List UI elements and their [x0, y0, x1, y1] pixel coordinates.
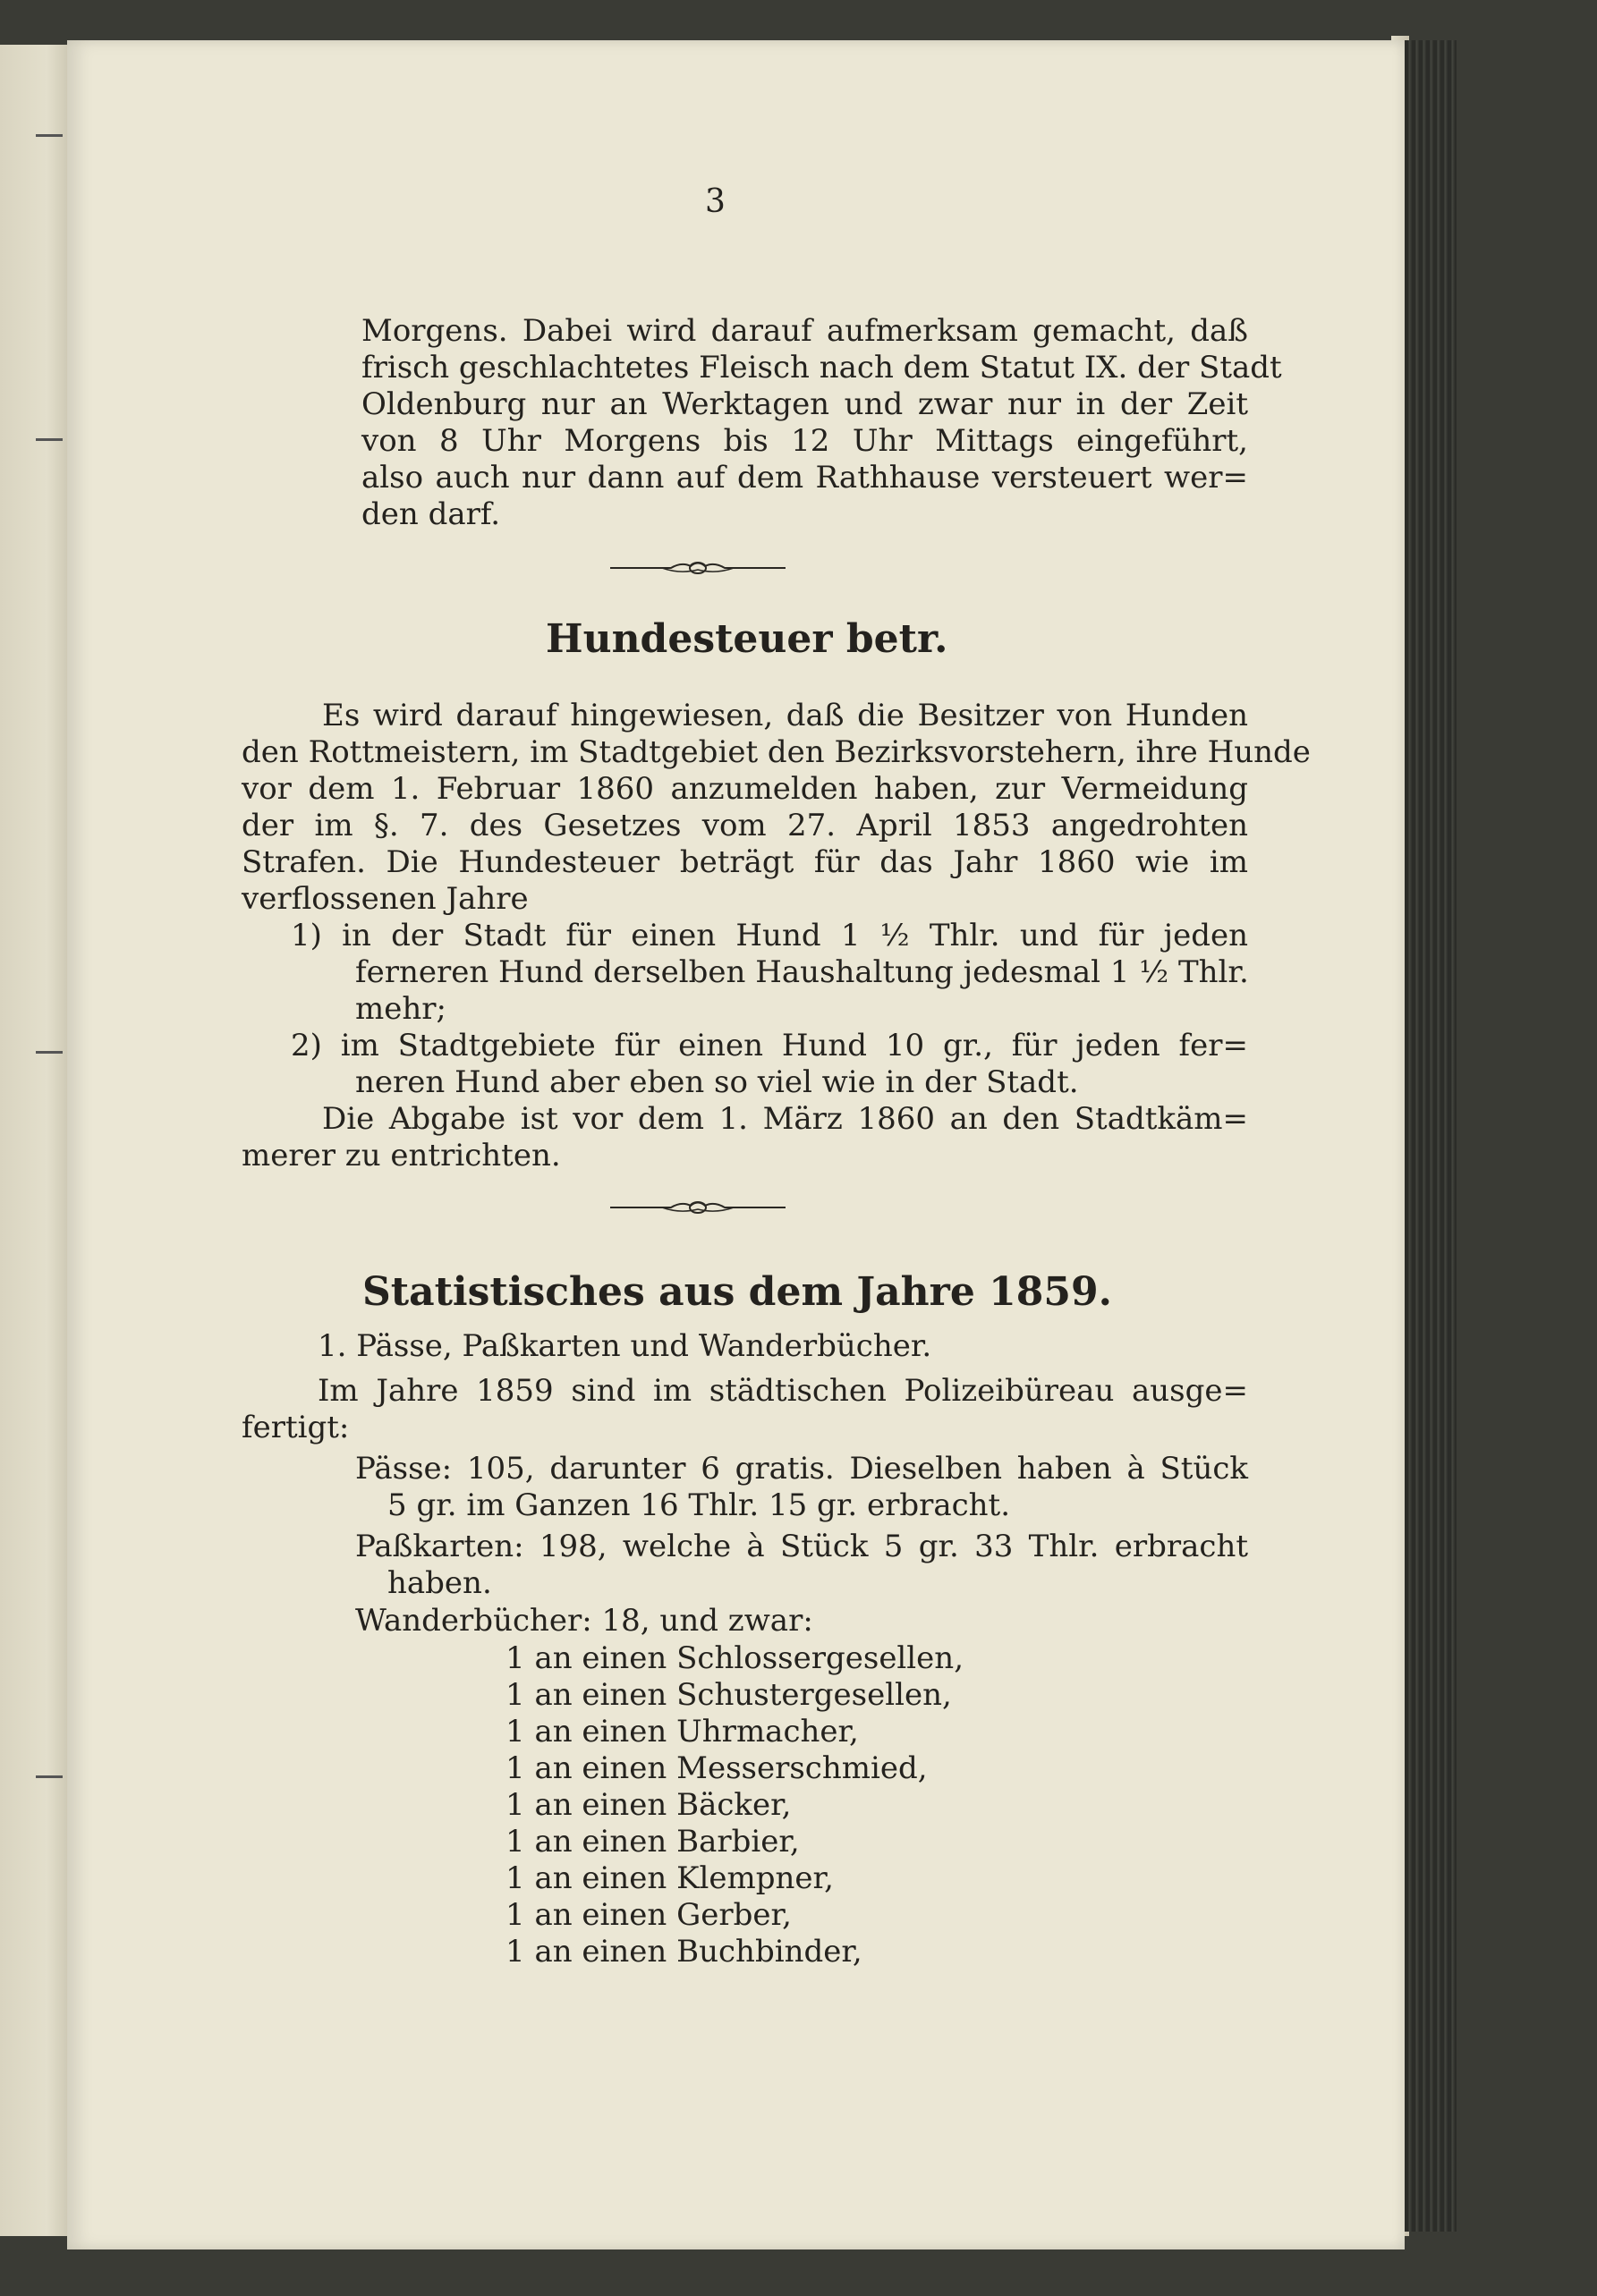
section-heading: Hundesteuer betr.: [546, 616, 948, 662]
text-line: frisch geschlachtetes Fleisch nach dem Statut IX. der Stadt: [361, 350, 1282, 385]
list-item: 1 an einen Klempner,: [505, 1860, 834, 1896]
margin-mark: [36, 134, 63, 137]
list-item: 1 an einen Schustergesellen,: [505, 1677, 952, 1713]
subsection-title: 1. Pässe, Paßkarten und Wanderbücher.: [318, 1328, 932, 1364]
text-line: Im Jahre 1859 sind im städtischen Polizeibüreau ausge=: [318, 1373, 1248, 1409]
margin-mark: [36, 438, 63, 441]
text-line: Die Abgabe ist vor dem 1. März 1860 an den Stadtkäm=: [322, 1101, 1248, 1137]
text-line: 1) in der Stadt für einen Hund 1 ½ Thlr. und für jeden: [291, 918, 1248, 953]
flourish-ornament-icon: [608, 1196, 787, 1219]
list-item: 1 an einen Barbier,: [505, 1824, 800, 1860]
list-item: 1 an einen Messerschmied,: [505, 1750, 928, 1786]
text-line: verflossenen Jahre: [242, 881, 529, 917]
text-line: Pässe: 105, darunter 6 gratis. Dieselben haben à Stück: [355, 1451, 1248, 1487]
text-line: 5 gr. im Ganzen 16 Thlr. 15 gr. erbracht.: [387, 1487, 1011, 1523]
page-number: 3: [705, 183, 726, 220]
text-line: ferneren Hund derselben Haushaltung jedesmal 1 ½ Thlr.: [355, 954, 1249, 990]
text-line: also auch nur dann auf dem Rathhause versteuert wer=: [361, 460, 1248, 496]
text-line: vor dem 1. Februar 1860 anzumelden haben, zur Vermeidung: [242, 771, 1248, 807]
text-line: 2) im Stadtgebiete für einen Hund 10 gr., für jeden fer=: [291, 1028, 1248, 1063]
list-item: 1 an einen Uhrmacher,: [505, 1714, 859, 1750]
list-item: 1 an einen Buchbinder,: [505, 1934, 862, 1970]
list-item: 1 an einen Gerber,: [505, 1897, 792, 1933]
text-line: mehr;: [355, 991, 446, 1027]
text-line: den Rottmeistern, im Stadtgebiet den Bezirksvorstehern, ihre Hunde: [242, 734, 1311, 770]
text-line: den darf.: [361, 496, 501, 532]
book-page: [67, 40, 1405, 2249]
text-line: Es wird darauf hingewiesen, daß die Besitzer von Hunden: [322, 698, 1248, 733]
flourish-ornament-icon: [608, 556, 787, 580]
section-heading: Statistisches aus dem Jahre 1859.: [362, 1269, 1112, 1315]
text-line: fertigt:: [242, 1410, 350, 1445]
book-cover-edge: [1405, 40, 1457, 2232]
text-line: Wanderbücher: 18, und zwar:: [355, 1603, 813, 1639]
text-line: Strafen. Die Hundesteuer beträgt für das Jahr 1860 wie im: [242, 844, 1248, 880]
text-line: Morgens. Dabei wird darauf aufmerksam gemacht, daß: [361, 313, 1248, 349]
list-item: 1 an einen Schlossergesellen,: [505, 1640, 964, 1676]
text-line: Paßkarten: 198, welche à Stück 5 gr. 33 Thlr. erbracht: [355, 1529, 1248, 1564]
text-line: der im §. 7. des Gesetzes vom 27. April 1853 angedrohten: [242, 808, 1248, 843]
text-line: von 8 Uhr Morgens bis 12 Uhr Mittags eingeführt,: [361, 423, 1248, 459]
text-line: merer zu entrichten.: [242, 1138, 561, 1173]
text-line: neren Hund aber eben so viel wie in der Stadt.: [355, 1064, 1079, 1100]
margin-mark: [36, 1051, 63, 1054]
text-line: haben.: [387, 1565, 492, 1601]
margin-mark: [36, 1775, 63, 1778]
text-line: Oldenburg nur an Werktagen und zwar nur in der Zeit: [361, 386, 1248, 422]
previous-page-edge: [0, 45, 69, 2236]
list-item: 1 an einen Bäcker,: [505, 1787, 792, 1823]
